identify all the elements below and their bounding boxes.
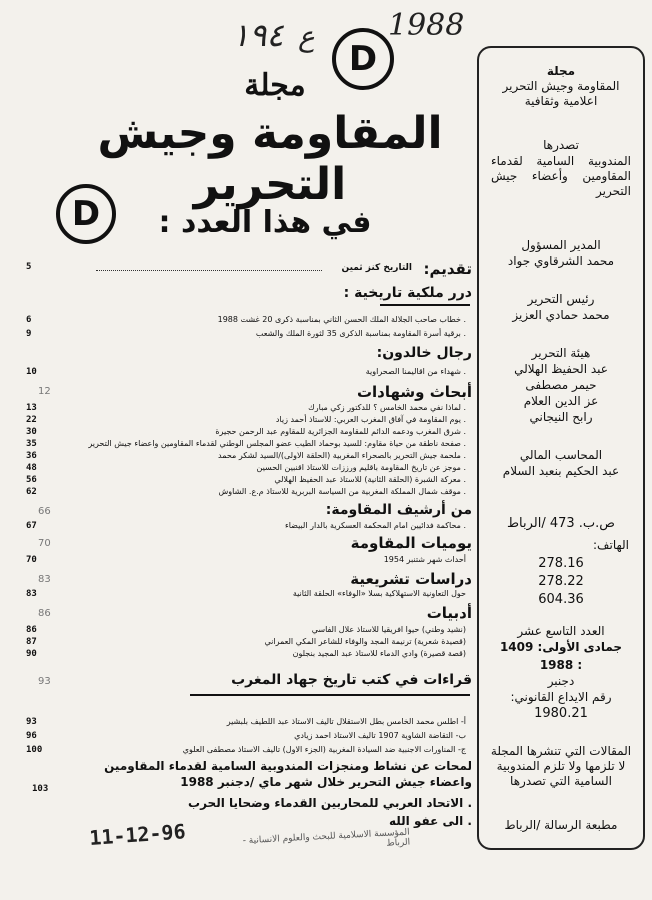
section-rule xyxy=(380,304,470,306)
po-box: ص.ب. 473 /الرباط xyxy=(506,516,616,531)
phone-number: 278.16 xyxy=(538,556,584,571)
disclaimer: المقالات التي تنشرها المجلة لا تلزمها ولا تلزم المندوبية السامية التي تصدرها xyxy=(490,744,632,788)
toc-item: . معركة الشبرة (الحلقة الثانية) للاستاذ عبد الحفيظ الهلالي 56 xyxy=(26,475,466,485)
toc-item: أ- اطلس محمد الخامس بطل الاستقلال تاليف الاستاذ عبد اللطيف بلبشير 93 xyxy=(26,717,466,727)
intro-label: تقديم: xyxy=(423,260,472,278)
toc-item: ب- التقاضة الشاوية 1907 تاليف الاستاذ احمد زيادي 96 xyxy=(26,731,466,741)
section-page: 83 xyxy=(38,574,51,585)
mag-label: مجلة xyxy=(546,64,576,78)
board-member: عز الدين العلام xyxy=(523,394,599,408)
section-page: 70 xyxy=(38,538,51,549)
masthead-info-box xyxy=(477,46,645,850)
library-stamp: المؤسسة الاسلامية للبحث والعلوم الانسانية - الرباط xyxy=(242,827,411,849)
issue-number: العدد التاسع عشر xyxy=(517,624,605,638)
toc-item: . صفحة ناطقة من حياة مقاوم: للسيد بوحماد الطيب عضو المجلس الوطني لقدماء المقاومين واعضاء جيش التحرير 35 xyxy=(26,439,466,449)
circle-d-top: D xyxy=(332,28,394,90)
greg-month: دجنبر xyxy=(547,674,575,688)
toc-page: 5 xyxy=(26,262,32,272)
circle-d-mid: D xyxy=(56,184,116,244)
publisher: المندوبية السامية لقدماء المقاومين وأعضاء جيش التحرير xyxy=(491,154,631,198)
toc-item: . ملحمة جيش التحرير بالصحراء المغربية (الحلقة الاولى)/السيد لشكر محمد 36 xyxy=(26,451,466,461)
toc-item: حول التعاونية الاستهلاكية بسلا «الوفاء» الحلقة الثانية 83 xyxy=(26,589,466,599)
phone-label: الهاتف: xyxy=(593,538,629,552)
greg-year: 1988 : xyxy=(539,658,583,672)
toc-item: . محاكمة فدائيين امام المحكمة العسكرية بالدار البيضاء 67 xyxy=(26,521,466,531)
toc-item: أحداث شهر شتنبر 1954 70 xyxy=(26,555,466,565)
printer: مطبعة الرسالة /الرباط xyxy=(504,818,618,832)
mag-name: المقاومة وجيش التحرير xyxy=(502,79,620,93)
toc-intro xyxy=(26,260,472,280)
activities-text: لمحات عن نشاط ومنجزات المندوبية السامية لقدماء المقاومين واعضاء جيش التحرير خلال شهر ماي /دجنبر 1988 xyxy=(104,759,472,789)
publisher-label: تصدرها xyxy=(543,138,579,152)
toc-item: (قصيدة شعرية) ترنيمة المجد والوفاء للشاعر المكي العمراني 87 xyxy=(26,637,466,647)
finance-name: عبد الحكيم بنعبد السلام xyxy=(502,464,620,478)
toc-item: . يوم المقاومة في آفاق المغرب العربي: للاستاذ أحمد زياد 22 xyxy=(26,415,466,425)
handwritten-letter: ع xyxy=(298,20,315,53)
toc-item: . موجز عن تاريخ المقاومة باقليم ورززات للاستاذ اقنبين الحسين 48 xyxy=(26,463,466,473)
toc-item: (نشيد وطني) حيوا افريقيا للاستاذ علال الفاسي 86 xyxy=(26,625,466,635)
legal-deposit-number: 1980.21 xyxy=(534,706,588,721)
phone-number: 278.22 xyxy=(538,574,584,589)
handwritten-number: ١٩٤ xyxy=(232,16,284,54)
legal-deposit-label: رقم الايداع القانوني: xyxy=(510,690,612,704)
magazine-title: المقاومة وجيش التحرير xyxy=(97,108,443,210)
section-archive: من أرشيف المقاومة: xyxy=(325,502,472,518)
section-rule xyxy=(190,694,470,696)
toc-item: . لماذا نفي محمد الخامس ؟ للدكتور زكي مبارك 13 xyxy=(26,403,466,413)
toc-item: . شهداء من اقاليمنا الصحراوية 10 xyxy=(26,367,466,377)
section-research: أبحاث وشهادات xyxy=(356,383,472,401)
in-this-issue-heading: في هذا العدد : xyxy=(158,205,372,240)
section-page: 12 xyxy=(38,386,51,397)
section-immortals: رجال خالدون: xyxy=(376,345,472,361)
editor-name: محمد حمادي العزيز xyxy=(512,308,610,322)
board-member: رابح النيجاني xyxy=(529,410,593,424)
hijri-date: جمادى الأولى: 1409 xyxy=(499,640,623,654)
pardon-text: . الى عفو الله xyxy=(388,814,472,828)
director-name: محمد الشرقاوي جواد xyxy=(507,254,615,268)
union-text: . الاتحاد العربي للمحاربين القدماء وضحايا الحرب xyxy=(188,796,472,810)
section-reading: قراءات في كتب تاريخ جهاد المغرب xyxy=(231,672,472,688)
board-member: حيمر مصطفى xyxy=(525,378,597,392)
magazine-word: مجلة xyxy=(244,68,306,103)
toc-dots xyxy=(96,270,322,271)
section-page: 86 xyxy=(38,608,51,619)
section-royal: درر ملكية تاريخية : xyxy=(343,285,472,301)
toc-item: . شرق المغرب ودعمه الدائم للمقاومة الجزائرية للمقاوم عبد الرحمن حجيرة 30 xyxy=(26,427,466,437)
mag-desc: اعلامية وثقافية xyxy=(524,94,598,108)
board-label: هيئة التحرير xyxy=(531,346,591,360)
date-stamp: 11-12-96 xyxy=(88,819,187,850)
toc-item: . برقية أسرة المقاومة بمناسبة الذكرى 35 لثورة الملك والشعب 9 xyxy=(26,329,466,339)
phone-number: 604.36 xyxy=(538,592,584,607)
toc-item: (قصة قصيرة) وادي الدماء للاستاذ عبد المجيد بنجلون 90 xyxy=(26,649,466,659)
toc-item: . موقف شمال المملكة المغربية من السياسة البربرية للاستاذ م.ع. الشاوش 62 xyxy=(26,487,466,497)
section-literature: أدبيات xyxy=(426,604,472,622)
handwritten-year: 1988 xyxy=(388,8,465,43)
activities-page: 103 xyxy=(32,784,49,794)
intro-text: التاريخ كنز ثمين xyxy=(341,263,412,273)
section-legislation: دراسات تشريعية xyxy=(350,570,472,588)
toc-item: ج- المناورات الاجنبية ضد السيادة المغربية (الجزء الاول) تاليف الاستاذ مصطفى العلوي 100 xyxy=(26,745,466,755)
editor-label: رئيس التحرير xyxy=(527,292,595,306)
section-page: 66 xyxy=(38,506,51,517)
board-member: عبد الحفيظ الهلالي xyxy=(514,362,608,376)
section-diary: يوميات المقاومة xyxy=(350,534,472,552)
director-label: المدير المسؤول xyxy=(521,238,601,252)
toc-item: . خطاب صاحب الجلالة الملك الحسن الثاني بمناسبة ذكرى 20 غشت 1988 6 xyxy=(26,315,466,325)
finance-label: المحاسب المالي xyxy=(519,448,603,462)
section-page: 93 xyxy=(38,676,51,687)
